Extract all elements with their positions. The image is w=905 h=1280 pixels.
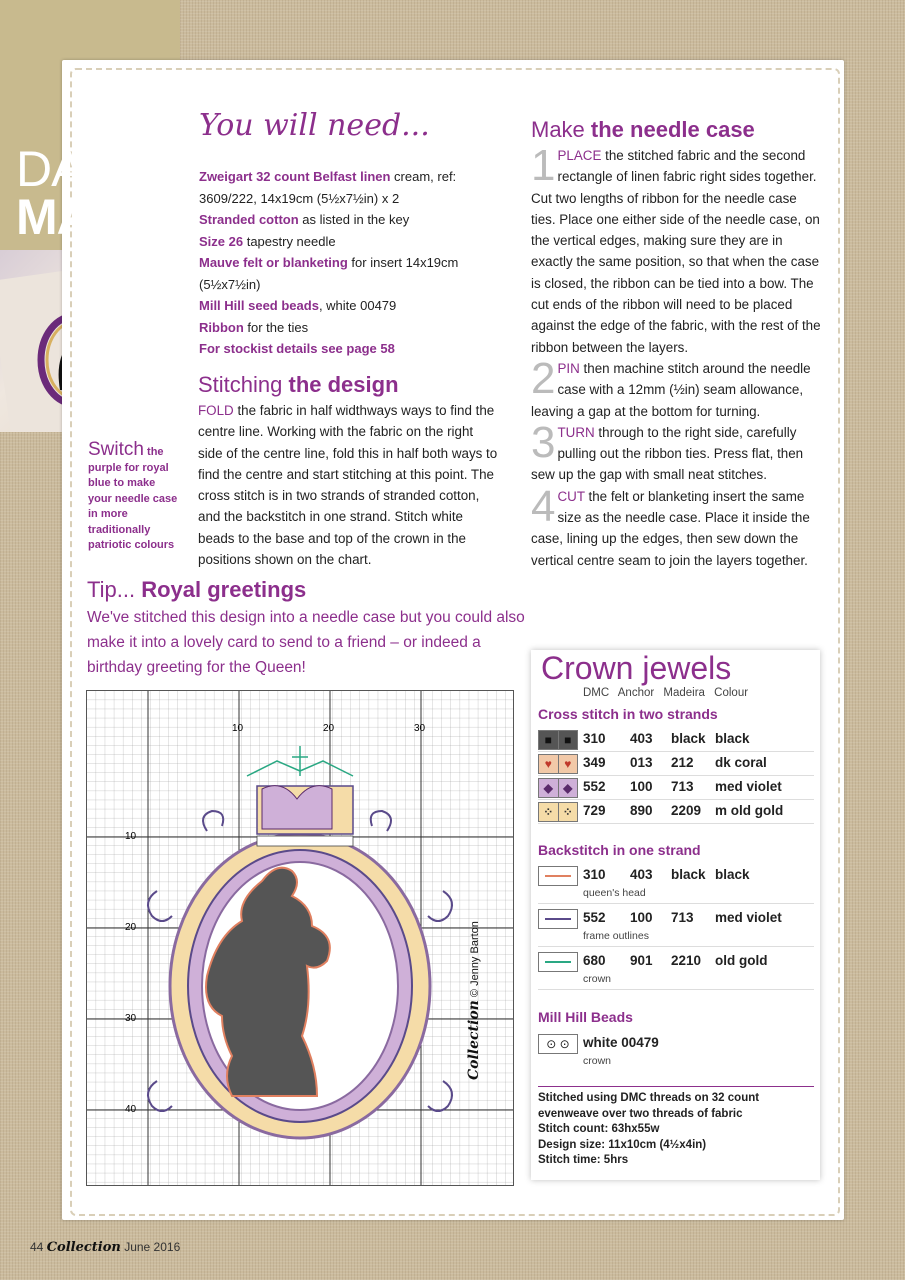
symbol-swatch: ⁘ ⁘	[538, 802, 578, 822]
key-row: 680 901 2210 old gold crown	[538, 949, 814, 990]
make-step-2: 2 PIN then machine stitch around the needle case with a 12mm (½in) seam allowance, leaving a gap at the bottom for turning.	[531, 353, 811, 419]
key-row: ◆ ◆ 552 100 713 med violet	[538, 775, 814, 800]
chart-grid	[87, 691, 513, 1185]
key-row: ♥ ♥ 349 013 212 dk coral	[538, 751, 814, 776]
brand-line-1: DAINTY	[16, 141, 194, 197]
col-label: 30	[414, 723, 426, 734]
key-row: 552 100 713 med violet frame outlines	[538, 906, 814, 947]
beads-heading: Mill Hill Beads	[538, 1009, 633, 1025]
line-swatch	[538, 909, 578, 929]
materials-list	[199, 166, 499, 360]
key-row: ■ ■ 310 403 black black	[538, 727, 814, 752]
brand-line-2: MAKES	[16, 189, 192, 245]
stitch-details: Stitched using DMC threads on 32 count evenweave over two threads of fabric Stitch count: 63hx55w Design size: 11x10cm (4½x4in) Stitch time: 5hrs	[538, 1086, 814, 1169]
chart-credit: Collection © Jenny Barton	[466, 921, 482, 1080]
key-title: Crown jewels	[541, 650, 732, 686]
symbol-swatch: ■ ■	[538, 730, 578, 750]
make-step-1: 1 PLACE the stitched fabric and the second rectangle of linen fabric right sides together. Cut two lengths of ribbon for the needle case ties. Place one either side of the needle case, on the vertical edges, making sure they are in exactly the same position, so that when the case is closed, the ribbon can be tied into a bow. The cut ends of the ribbon will need to be placed against the edge of the fabric, with the rest of the ribbon between the layers.	[531, 141, 821, 355]
stitching-text: FOLD the fabric in half widthways ways to find the centre line. Working with the fabric on the right side of the centre line, fold this in half both ways to find the centre and start stitching at this point. The cross stitch is in two strands of stranded cotton, and the backstitch in one strand. Stitch white beads to the base and top of the crown in the positions shown on the chart.	[198, 403, 498, 568]
key-columns: DMC Anchor Madeira Colour	[583, 687, 749, 699]
material-item: Mill Hill seed beads, white 00479	[199, 298, 397, 313]
symbol-swatch: ◆ ◆	[538, 778, 578, 798]
key-row: ⊙ ⊙ white 00479 crown	[538, 1031, 814, 1071]
symbol-swatch: ♥ ♥	[538, 754, 578, 774]
stitching-title: Stitching the design	[198, 372, 399, 397]
row-label: 20	[125, 922, 137, 933]
material-item: Mauve felt or blanketing for insert 14x19cm (5½x7½in)	[199, 255, 459, 292]
material-item: Ribbon for the ties	[199, 319, 309, 335]
row-label: 40	[125, 1104, 137, 1115]
photo-caption	[88, 439, 180, 554]
row-label: 10	[125, 831, 137, 842]
caption-lead: Switch	[88, 439, 144, 460]
key-panel	[531, 650, 820, 1180]
row-label: 30	[125, 1013, 137, 1024]
tip-title: Tip... Royal greetings	[87, 577, 307, 602]
cross-stitch-chart	[86, 690, 514, 1186]
line-swatch	[538, 952, 578, 972]
material-item: Zweigart 32 count Belfast linen cream, ref: 3609/222, 14x19cm (5½x7½in) x 2	[199, 169, 457, 206]
col-label: 20	[323, 723, 335, 734]
material-item: Size 26 tapestry needle	[199, 233, 336, 249]
cross-stitch-heading: Cross stitch in two strands	[538, 706, 718, 722]
line-swatch	[538, 866, 578, 886]
col-label: 10	[232, 723, 244, 734]
key-row: 310 403 black black queen's head	[538, 863, 814, 904]
material-item: Stranded cotton as listed in the key	[199, 212, 410, 227]
tip-text: We've stitched this design into a needle case but you could also make it into a lovely card to send to a friend – or indeed a birthday greeting for the Queen!	[87, 609, 525, 676]
key-row: ⁘ ⁘ 729 890 2209 m old gold	[538, 799, 814, 824]
section-brand	[16, 141, 194, 245]
make-steps	[531, 141, 821, 571]
make-step-4: 4 CUT the felt or blanketing insert the same size as the needle case. Place it inside the case, lining up the edges, then sew down the vertical centre seam to join the layers together.	[531, 481, 810, 568]
make-step-3: 3 TURN through to the right side, carefully pulling out the ribbon ties. Press flat, then sew up the gap with small neat stitches.	[531, 417, 804, 483]
caption-text: the purple for royal blue to make your needle case in more traditionally patriotic colours	[88, 446, 178, 551]
make-title: Make the needle case	[531, 117, 755, 142]
you-will-need-title: You will need...	[199, 108, 430, 143]
material-item: For stockist details see page 58	[199, 341, 395, 356]
bead-swatch: ⊙ ⊙	[538, 1034, 578, 1054]
page-footer: 44 Collection June 2016	[30, 1240, 181, 1255]
backstitch-heading: Backstitch in one strand	[538, 842, 701, 858]
